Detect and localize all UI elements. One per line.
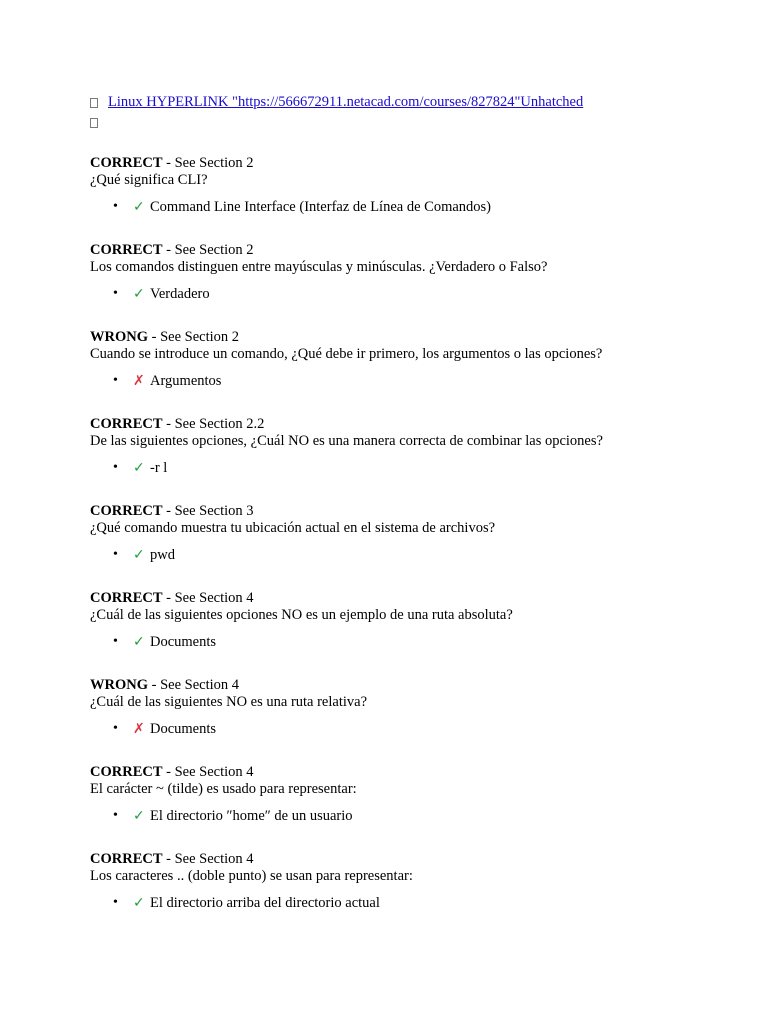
status-line xyxy=(90,241,730,258)
cross-mark-icon: ✗ xyxy=(133,373,145,389)
question-item xyxy=(90,850,730,937)
status-line xyxy=(90,415,730,432)
checkmark-icon: ✓ xyxy=(133,808,145,824)
section-label: - See Section 3 xyxy=(162,503,254,519)
bullet-icon: • xyxy=(113,721,118,736)
question-item xyxy=(90,502,730,589)
checkbox-glyph-icon xyxy=(90,118,98,128)
hyperlink-line xyxy=(90,92,730,112)
answer-text: Documents xyxy=(150,721,217,737)
section-label: - See Section 2 xyxy=(162,155,254,171)
section-label: - See Section 2 xyxy=(162,242,254,258)
status-label: CORRECT xyxy=(90,590,163,606)
empty-box-line xyxy=(90,112,730,132)
bullet-icon: • xyxy=(113,547,118,562)
status-line xyxy=(90,676,730,693)
status-label: CORRECT xyxy=(90,503,163,519)
question-item xyxy=(90,763,730,850)
status-line xyxy=(90,328,730,345)
bullet-icon: • xyxy=(113,373,118,388)
question-text: ¿Cuál de las siguientes opciones NO es un ejemplo de una ruta absoluta? xyxy=(90,607,513,623)
status-label: WRONG xyxy=(90,329,148,345)
question-text: Los caracteres .. (doble punto) se usan para representar: xyxy=(90,868,413,884)
status-line xyxy=(90,502,730,519)
answer-line xyxy=(90,546,730,564)
section-label: - See Section 4 xyxy=(162,851,254,867)
question-text: El carácter ~ (tilde) es usado para representar: xyxy=(90,781,357,797)
bullet-icon: • xyxy=(113,808,118,823)
status-line xyxy=(90,154,730,171)
answer-line xyxy=(90,720,730,738)
answer-line xyxy=(90,459,730,477)
bullet-icon: • xyxy=(113,199,118,214)
status-line xyxy=(90,589,730,606)
bullet-icon: • xyxy=(113,460,118,475)
cross-mark-icon: ✗ xyxy=(133,721,145,737)
status-label: CORRECT xyxy=(90,851,163,867)
section-label: - See Section 4 xyxy=(162,764,254,780)
checkmark-icon: ✓ xyxy=(133,547,145,563)
answer-text: pwd xyxy=(150,547,175,563)
answer-line xyxy=(90,285,730,303)
answer-line xyxy=(90,807,730,825)
status-line xyxy=(90,763,730,780)
checkmark-icon: ✓ xyxy=(133,895,145,911)
section-label: - See Section 4 xyxy=(148,677,240,693)
answer-text: -r l xyxy=(150,460,168,476)
question-item xyxy=(90,676,730,763)
section-label: - See Section 2.2 xyxy=(162,416,265,432)
question-item xyxy=(90,241,730,328)
answer-text: El directorio arriba del directorio actual xyxy=(150,895,380,911)
checkmark-icon: ✓ xyxy=(133,199,145,215)
section-label: - See Section 2 xyxy=(148,329,240,345)
question-item xyxy=(90,415,730,502)
status-label: CORRECT xyxy=(90,242,163,258)
status-label: CORRECT xyxy=(90,416,163,432)
checkbox-glyph-icon xyxy=(90,98,98,108)
question-list xyxy=(90,154,730,937)
checkmark-icon: ✓ xyxy=(133,634,145,650)
question-text: Cuando se introduce un comando, ¿Qué debe ir primero, los argumentos o las opciones? xyxy=(90,346,603,362)
checkmark-icon: ✓ xyxy=(133,460,145,476)
bullet-icon: • xyxy=(113,286,118,301)
question-text: ¿Cuál de las siguientes NO es una ruta relativa? xyxy=(90,694,368,710)
answer-text: Command Line Interface (Interfaz de Línea de Comandos) xyxy=(150,199,492,215)
question-item xyxy=(90,328,730,415)
answer-line xyxy=(90,633,730,651)
question-text: ¿Qué comando muestra tu ubicación actual en el sistema de archivos? xyxy=(90,520,496,536)
section-label: - See Section 4 xyxy=(162,590,254,606)
bullet-icon: • xyxy=(113,634,118,649)
status-label: CORRECT xyxy=(90,155,163,171)
bullet-icon: • xyxy=(113,895,118,910)
answer-text: Verdadero xyxy=(150,286,210,302)
answer-text: El directorio ″home″ de un usuario xyxy=(150,808,353,824)
status-line xyxy=(90,850,730,867)
question-item xyxy=(90,589,730,676)
question-text: Los comandos distinguen entre mayúsculas y minúsculas. ¿Verdadero o Falso? xyxy=(90,259,548,275)
answer-text: Documents xyxy=(150,634,217,650)
status-label: CORRECT xyxy=(90,764,163,780)
question-item xyxy=(90,154,730,241)
answer-text: Argumentos xyxy=(150,373,222,389)
document-page xyxy=(90,92,730,937)
checkmark-icon: ✓ xyxy=(133,286,145,302)
course-hyperlink[interactable]: Linux HYPERLINK "https://566672911.netacad.com/courses/827824"Unhatched xyxy=(108,94,584,110)
question-text: De las siguientes opciones, ¿Cuál NO es una manera correcta de combinar las opciones? xyxy=(90,433,603,449)
answer-line xyxy=(90,198,730,216)
status-label: WRONG xyxy=(90,677,148,693)
answer-line xyxy=(90,894,730,912)
answer-line xyxy=(90,372,730,390)
question-text: ¿Qué significa CLI? xyxy=(90,172,208,188)
